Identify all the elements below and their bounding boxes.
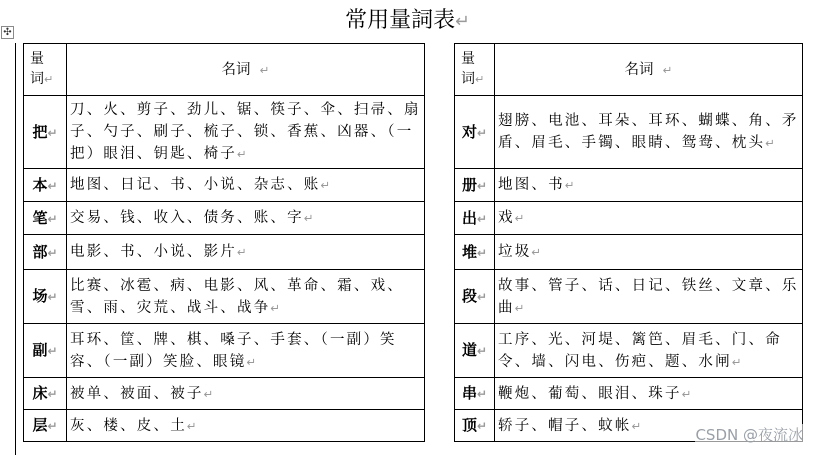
paragraph-mark-icon: ↵ <box>47 344 58 358</box>
table-row <box>455 169 803 202</box>
noun-list: 鞭炮、葡萄、眼泪、珠子 <box>498 385 682 402</box>
noun-list: 比赛、冰雹、病、电影、风、革命、霜、戏、雪、雨、灾荒、战斗、战争 <box>70 277 404 316</box>
document-title <box>0 6 815 37</box>
measure-word: 册 <box>461 175 477 194</box>
header-measure-word <box>24 44 67 96</box>
paragraph-mark-icon: ↵ <box>47 419 58 433</box>
noun-list: 故事、管子、话、日记、铁丝、文章、乐曲 <box>498 277 799 316</box>
paragraph-mark-icon: ↵ <box>476 245 488 260</box>
paragraph-mark-icon: ↵ <box>270 300 283 315</box>
measure-word: 串 <box>461 384 477 402</box>
noun-list: 刀、火、剪子、劲儿、锯、筷子、伞、扫帚、扇子、勺子、刷子、梳子、锁、香蕉、凶器、（一把）眼泪、钥匙、椅子 <box>70 102 421 162</box>
measure-word-cell <box>455 235 495 270</box>
measure-word: 把 <box>32 122 48 141</box>
measure-word: 床 <box>32 384 48 402</box>
measure-word: 道 <box>461 341 477 359</box>
nouns-cell <box>495 169 803 202</box>
paragraph-mark-icon: ↵ <box>47 245 58 260</box>
paragraph-mark-icon: ↵ <box>662 62 673 77</box>
paragraph-mark-icon: ↵ <box>455 12 470 32</box>
paragraph-mark-icon: ↵ <box>476 178 488 193</box>
document-title-text: 常用量詞表 <box>345 8 456 33</box>
table-row <box>24 324 425 378</box>
noun-list: 垃圾 <box>498 244 532 260</box>
measure-word: 部 <box>32 242 48 261</box>
header-measure-word-text: 词 <box>30 71 44 87</box>
table-row <box>24 96 425 169</box>
measure-word: 段 <box>461 287 477 305</box>
nouns-cell <box>67 235 425 270</box>
noun-list: 交易、钱、收入、债务、账、字 <box>70 210 304 226</box>
measure-word-cell <box>455 324 495 378</box>
measure-word: 场 <box>32 287 48 305</box>
table-row <box>455 96 803 169</box>
measure-word: 本 <box>32 175 48 194</box>
table-row <box>455 324 803 378</box>
paragraph-mark-icon: ↵ <box>47 211 58 226</box>
header-noun-text: 名词 <box>624 61 663 78</box>
header-measure-word-text: 量 <box>461 51 475 67</box>
table-row <box>24 169 425 202</box>
header-row <box>455 44 803 96</box>
table-row <box>455 202 803 235</box>
measure-word-cell <box>24 235 67 270</box>
table-move-handle-icon[interactable]: ✣ <box>1 26 14 39</box>
measure-word-cell <box>24 96 67 169</box>
paragraph-mark-icon: ↵ <box>731 354 744 369</box>
header-measure-word-text: 量 <box>30 51 44 67</box>
paragraph-mark-icon: ↵ <box>476 290 488 304</box>
measure-word-table-right <box>454 43 803 442</box>
header-noun <box>495 44 803 96</box>
paragraph-mark-icon: ↵ <box>186 418 199 433</box>
measure-word-cell <box>455 96 495 169</box>
measure-word: 堆 <box>461 242 477 261</box>
noun-list: 灰、楼、皮、土 <box>70 417 187 434</box>
paragraph-mark-icon: ↵ <box>476 419 488 433</box>
measure-word: 副 <box>32 341 48 359</box>
nouns-cell <box>67 96 425 169</box>
table-row <box>455 378 803 410</box>
paragraph-mark-icon: ↵ <box>237 245 249 259</box>
paragraph-mark-icon: ↵ <box>44 73 54 86</box>
nouns-cell <box>495 324 803 378</box>
table-row <box>24 410 425 442</box>
header-row <box>24 44 425 96</box>
table-row <box>455 235 803 270</box>
paragraph-mark-icon: ↵ <box>765 136 778 150</box>
header-noun-text: 名词 <box>221 61 260 78</box>
table-row <box>24 270 425 324</box>
measure-word-cell <box>24 202 67 235</box>
measure-word: 层 <box>32 416 48 434</box>
measure-word-cell <box>455 378 495 410</box>
nouns-cell <box>495 270 803 324</box>
header-measure-word <box>455 44 495 96</box>
measure-word-cell <box>455 169 495 202</box>
paragraph-mark-icon: ↵ <box>564 178 577 192</box>
nouns-cell <box>67 169 425 202</box>
paragraph-mark-icon: ↵ <box>476 344 488 358</box>
paragraph-mark-icon: ↵ <box>320 178 333 192</box>
paragraph-mark-icon: ↵ <box>475 73 485 86</box>
paragraph-mark-icon: ↵ <box>47 125 58 140</box>
noun-list: 地图、书 <box>498 177 565 193</box>
nouns-cell <box>67 410 425 442</box>
paragraph-mark-icon: ↵ <box>47 178 58 193</box>
nouns-cell <box>67 378 425 410</box>
measure-word: 对 <box>461 122 477 141</box>
paragraph-mark-icon: ↵ <box>476 211 488 226</box>
table-row <box>455 270 803 324</box>
noun-list: 工序、光、河堤、篱笆、眉毛、门、命令、墙、闪电、伤疤、题、水闸 <box>498 331 782 370</box>
noun-list: 电影、书、小说、影片 <box>70 244 237 260</box>
noun-list: 翅膀、电池、耳朵、耳环、蝴蝶、角、矛盾、眉毛、手镯、眼睛、鸳鸯、枕头 <box>498 113 799 151</box>
measure-word-cell <box>455 410 495 442</box>
measure-word-cell <box>24 378 67 410</box>
measure-word-cell <box>24 169 67 202</box>
measure-word: 顶 <box>461 416 477 434</box>
nouns-cell <box>495 202 803 235</box>
nouns-cell <box>495 96 803 169</box>
paragraph-mark-icon: ↵ <box>476 125 488 140</box>
noun-list: 耳环、筐、牌、棋、嗓子、手套、（一副）笑容、（一副）笑脸、眼镜 <box>70 331 397 370</box>
nouns-cell <box>67 270 425 324</box>
measure-word-cell <box>455 202 495 235</box>
watermark: CSDN @夜流冰 <box>695 426 803 444</box>
paragraph-mark-icon: ↵ <box>259 62 270 77</box>
measure-word-cell <box>455 270 495 324</box>
paragraph-mark-icon: ↵ <box>476 387 488 401</box>
paragraph-mark-icon: ↵ <box>203 386 216 401</box>
noun-list: 被单、被面、被子 <box>70 385 204 402</box>
nouns-cell <box>495 235 803 270</box>
paragraph-mark-icon: ↵ <box>47 290 58 304</box>
paragraph-mark-icon: ↵ <box>531 245 544 259</box>
header-noun <box>67 44 425 96</box>
nouns-cell <box>67 202 425 235</box>
table-row <box>24 378 425 410</box>
noun-list: 戏 <box>498 210 515 226</box>
paragraph-mark-icon: ↵ <box>237 147 249 161</box>
measure-word-cell <box>24 270 67 324</box>
nouns-cell <box>67 324 425 378</box>
paragraph-mark-icon: ↵ <box>631 418 644 433</box>
paragraph-mark-icon: ↵ <box>681 386 694 401</box>
nouns-cell <box>495 378 803 410</box>
left-outer-border <box>15 43 16 455</box>
paragraph-mark-icon: ↵ <box>514 211 527 225</box>
paragraph-mark-icon: ↵ <box>514 300 527 315</box>
noun-list: 轿子、帽子、蚊帐 <box>498 417 632 434</box>
measure-word-cell <box>24 324 67 378</box>
measure-word: 出 <box>461 208 477 227</box>
table-row <box>24 202 425 235</box>
noun-list: 地图、日记、书、小说、杂志、账 <box>70 177 321 193</box>
header-measure-word-text: 词 <box>461 71 475 87</box>
measure-word-cell <box>24 410 67 442</box>
paragraph-mark-icon: ↵ <box>303 211 316 225</box>
measure-word-table-left <box>23 43 425 442</box>
table-row <box>24 235 425 270</box>
paragraph-mark-icon: ↵ <box>246 354 259 369</box>
paragraph-mark-icon: ↵ <box>47 387 58 401</box>
measure-word: 笔 <box>32 208 48 227</box>
